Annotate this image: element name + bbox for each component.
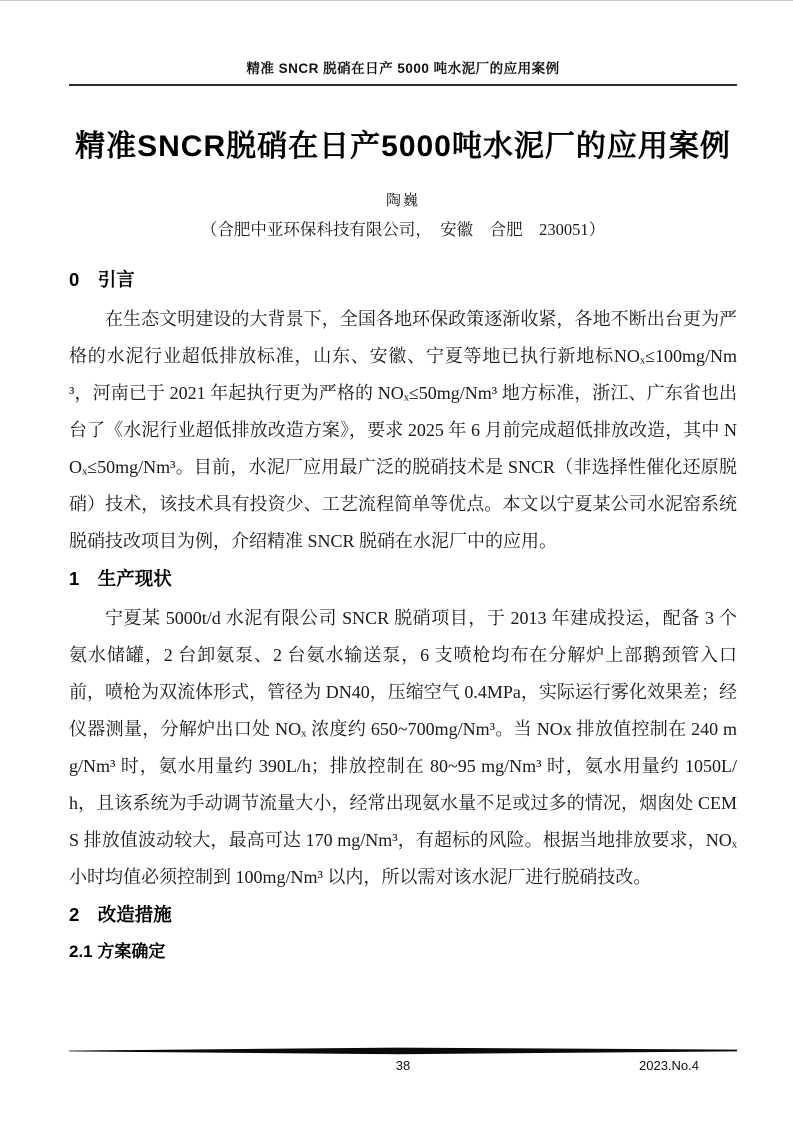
page-footer xyxy=(69,1047,737,1073)
section-heading-retrofit-measures: 2 改造措施 xyxy=(69,904,172,925)
footer-rule xyxy=(69,1047,737,1055)
running-head-title: 精准 SNCR 脱硝在日产 5000 吨水泥厂的应用案例 xyxy=(246,61,560,76)
page-number: 38 xyxy=(395,1058,411,1073)
footer-row xyxy=(69,1058,737,1073)
introduction-paragraph: 在生态文明建设的大背景下，全国各地环保政策逐渐收紧，各地不断出台更为严格的水泥行业超低排放标准，山东、安徽、宁夏等地已执行新地标NOₓ≤100mg/Nm³，河南已于 2021 年起执行更为严格的 NOₓ≤50mg/Nm³ 地方标准，浙江、广东省也出台了《水泥行业超低排放改造方案》，要求 2025 年 6 月前完成超低排放改造，其中 NOₓ≤50mg/Nm³。目前，水泥厂应用最广泛的脱硝技术是 SNCR（非选择性催化还原脱硝）技术，该技术具有投资少、工艺流程简单等优点。本文以宁夏某公司水泥窑系统脱硝技改项目为例，介绍精准 SNCR 脱硝在水泥厂中的应用。 xyxy=(69,309,737,551)
author-name: 陶巍 xyxy=(385,193,420,209)
subsection-heading-scheme: 2.1 方案确定 xyxy=(69,942,166,961)
article-body xyxy=(69,111,737,964)
section-heading-introduction: 0 引言 xyxy=(69,269,135,290)
author-affiliation: （合肥中亚环保科技有限公司， 安徽 合肥 230051） xyxy=(200,220,606,239)
production-status-paragraph: 宁夏某 5000t/d 水泥有限公司 SNCR 脱硝项目，于 2013 年建成投运，配备 3 个氨水储罐，2 台卸氨泵、2 台氨水输送泵，6 支喷枪均布在分解炉上部鹅颈管入口前，喷枪为双流体形式，管径为 DN40，压缩空气 0.4MPa，实际运行雾化效果差；经仪器测量，分解炉出口处 NOₓ 浓度约 650~700mg/Nm³。当 NOx 排放值控制在 240 mg/Nm³ 时，氨水用量约 390L/h；排放控制在 80~95 mg/Nm³ 时，氨水用量约 1050L/h，且该系统为手动调节流量大小，经常出现氨水量不足或过多的情况，烟囱处 CEMS 排放值波动较大，最高可达 170 mg/Nm³，有超标的风险。根据当地排放要求，NOₓ 小时均值必须控制到 100mg/Nm³ 以内，所以需对该水泥厂进行脱硝技改。 xyxy=(69,608,737,887)
issue-number: 2023.No.4 xyxy=(639,1058,699,1073)
section-heading-production-status: 1 生产现状 xyxy=(69,568,172,589)
page-header xyxy=(69,57,737,86)
article-title: 精准SNCR脱硝在日产5000吨水泥厂的应用案例 xyxy=(75,130,731,163)
